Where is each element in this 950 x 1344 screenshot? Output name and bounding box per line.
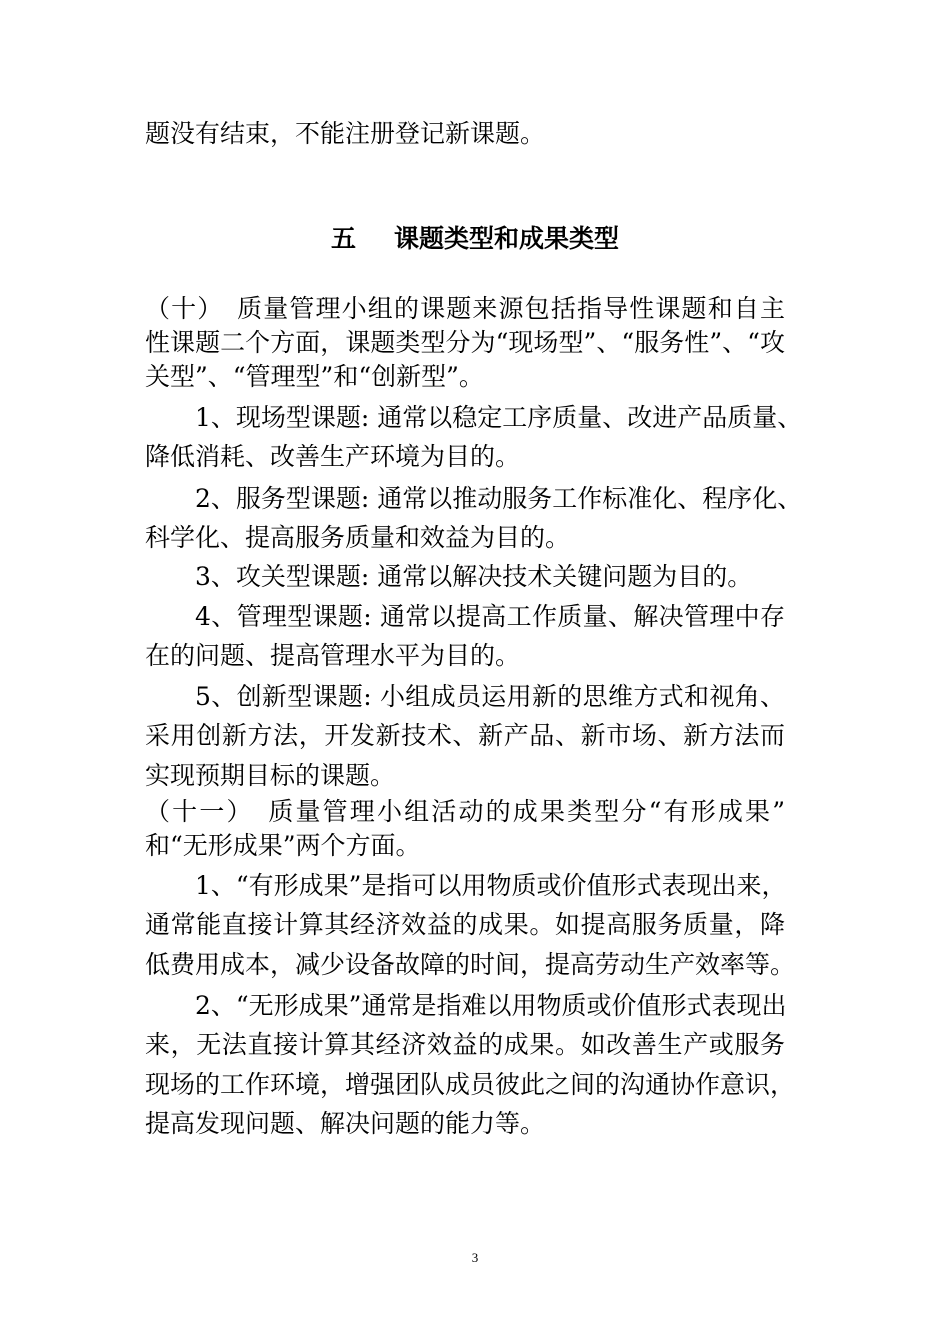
paragraph-line: 2、服务型课题: 通常以推动服务工作标准化、程序化、 bbox=[195, 484, 803, 513]
paragraph-line: 题没有结束，不能注册登记新课题。 bbox=[145, 119, 546, 148]
paragraph-line: 4、管理型课题: 通常以提高工作质量、解决管理中存 bbox=[195, 602, 785, 631]
paragraph-line: （十一） 质量管理小组活动的成果类型分“有形成果” bbox=[145, 797, 785, 826]
paragraph-line: 3、攻关型课题: 通常以解决技术关键问题为目的。 bbox=[195, 562, 753, 591]
paragraph-line: 来，无法直接计算其经济效益的成果。如改善生产或服务 bbox=[145, 1030, 785, 1059]
paragraph-line: 实现预期目标的课题。 bbox=[145, 761, 396, 790]
paragraph-line: 通常能直接计算其经济效益的成果。如提高服务质量，降 bbox=[145, 910, 785, 939]
section-number: 五 bbox=[330, 224, 356, 253]
page-number: 3 bbox=[471, 1250, 479, 1265]
paragraph-line: 采用创新方法，开发新技术、新产品、新市场、新方法而 bbox=[145, 721, 785, 750]
paragraph-line: 1、现场型课题: 通常以稳定工序质量、改进产品质量、 bbox=[195, 403, 803, 432]
section-title: 课题类型和成果类型 bbox=[394, 224, 620, 253]
paragraph-line: （十） 质量管理小组的课题来源包括指导性课题和自主 bbox=[145, 294, 785, 323]
paragraph-line: 关型”、“管理型”和“创新型”。 bbox=[145, 362, 484, 391]
paragraph-line: 性课题二个方面，课题类型分为“现场型”、“服务性”、“攻 bbox=[145, 328, 785, 357]
paragraph-line: 降低消耗、改善生产环境为目的。 bbox=[145, 442, 521, 471]
section-heading bbox=[0, 222, 950, 256]
paragraph-line: 5、创新型课题: 小组成员运用新的思维方式和视角、 bbox=[195, 682, 785, 711]
paragraph-line: 1、“有形成果”是指可以用物质或价值形式表现出来， bbox=[195, 871, 787, 900]
paragraph-line: 提高发现问题、解决问题的能力等。 bbox=[145, 1109, 546, 1138]
paragraph-line: 2、“无形成果”通常是指难以用物质或价值形式表现出 bbox=[195, 991, 787, 1020]
paragraph-line: 科学化、提高服务质量和效益为目的。 bbox=[145, 523, 571, 552]
paragraph-line: 低费用成本，减少设备故障的时间，提高劳动生产效率等。 bbox=[145, 950, 796, 979]
paragraph-line: 和“无形成果”两个方面。 bbox=[145, 831, 421, 860]
paragraph-line: 在的问题、提高管理水平为目的。 bbox=[145, 641, 521, 670]
paragraph-line: 现场的工作环境，增强团队成员彼此之间的沟通协作意识， bbox=[145, 1070, 796, 1099]
